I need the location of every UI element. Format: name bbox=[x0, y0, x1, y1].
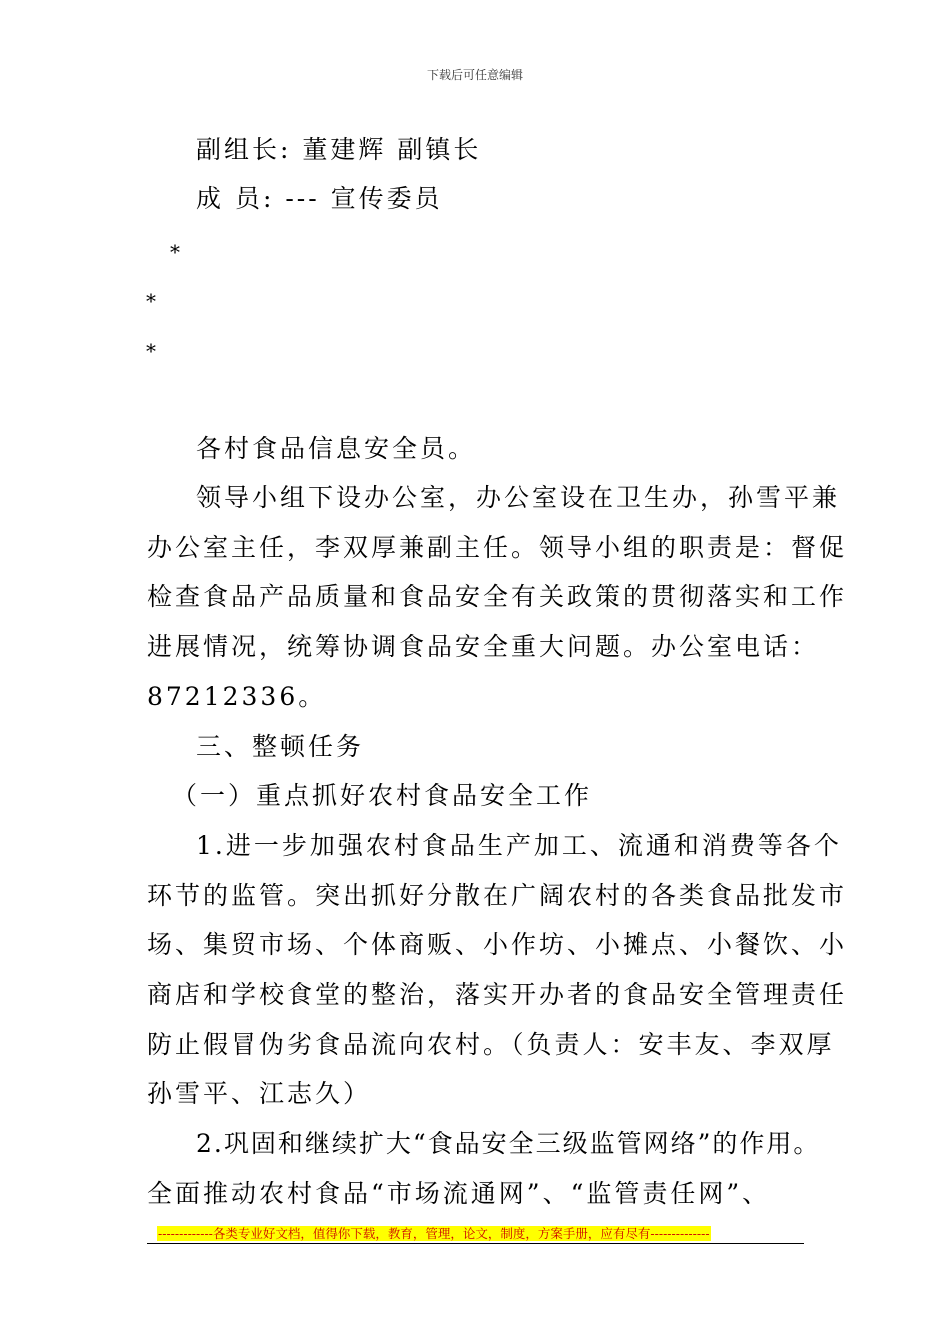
section-heading-tasks: 三、整顿任务 bbox=[196, 732, 365, 761]
star-marker-3: * bbox=[146, 339, 156, 363]
item-1-line-1: 1.进一步加强农村食品生产加工、流通和消费等各个 bbox=[196, 831, 842, 860]
item-1-line-3: 场、集贸市场、个体商贩、小作坊、小摊点、小餐饮、小 bbox=[147, 930, 848, 959]
item-1-line-4: 商店和学校食堂的整治，落实开办者的食品安全管理责任 bbox=[147, 980, 848, 1009]
members-line: 成 员: --- 宣传委员 bbox=[196, 184, 443, 213]
item-2-line-1: 2.巩固和继续扩大“食品安全三级监管网络”的作用。 bbox=[196, 1129, 821, 1158]
body-line-office-setup: 领导小组下设办公室，办公室设在卫生办，孙雪平兼 bbox=[196, 483, 841, 512]
footer-divider bbox=[147, 1243, 804, 1244]
body-line-inspect: 检查食品产品质量和食品安全有关政策的贯彻落实和工作 bbox=[147, 582, 848, 611]
item-1-line-2: 环节的监管。突出抓好分散在广阔农村的各类食品批发市 bbox=[147, 881, 848, 910]
item-1-line-6: 孙雪平、江志久） bbox=[147, 1079, 372, 1108]
item-1-line-5: 防止假冒伪劣食品流向农村。（负责人：安丰友、李双厚 bbox=[147, 1030, 835, 1059]
body-line-phone-number: 87212336。 bbox=[147, 682, 327, 711]
body-line-progress: 进展情况，统筹协调食品安全重大问题。办公室电话： bbox=[147, 632, 820, 661]
footer-banner: -------------各类专业好文档，值得你下载，教育，管理，论文，制度，方案手册，应有尽有-------------- bbox=[158, 1226, 710, 1241]
body-line-village-officers: 各村食品信息安全员。 bbox=[196, 434, 477, 463]
star-marker-2: * bbox=[146, 289, 156, 313]
subsection-heading-rural: （一）重点抓好农村食品安全工作 bbox=[172, 781, 593, 810]
deputy-leader-line: 副组长: 董建辉 副镇长 bbox=[196, 135, 482, 164]
item-2-line-2: 全面推动农村食品“市场流通网”、“监管责任网”、 bbox=[147, 1179, 771, 1208]
header-note: 下载后可任意编辑 bbox=[426, 68, 523, 82]
star-marker-1: * bbox=[170, 240, 180, 264]
body-line-office-director: 办公室主任，李双厚兼副主任。领导小组的职责是：督促 bbox=[147, 533, 848, 562]
